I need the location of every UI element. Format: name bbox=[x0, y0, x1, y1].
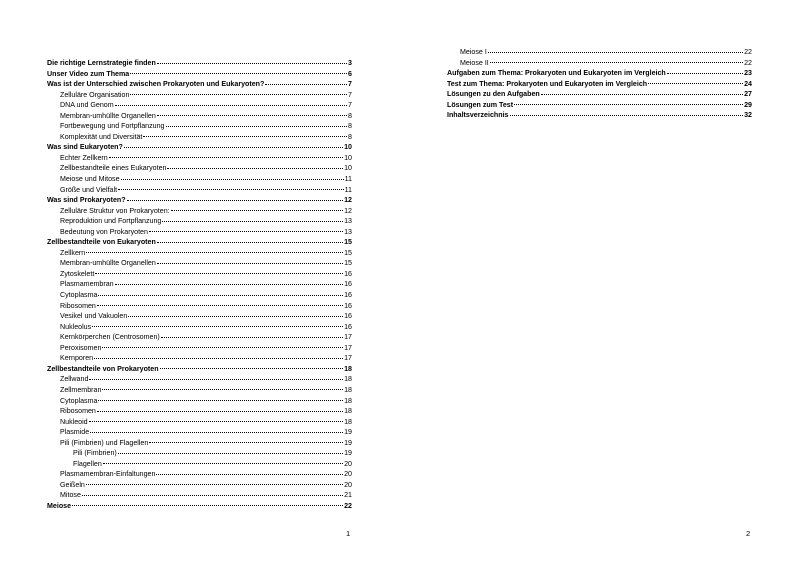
dot-leader bbox=[124, 147, 343, 148]
toc-entry-page: 13 bbox=[344, 227, 352, 236]
toc-entry-page: 10 bbox=[344, 164, 352, 173]
dot-leader bbox=[102, 389, 343, 390]
toc-entry-page: 23 bbox=[744, 69, 752, 78]
toc-entry[interactable] bbox=[47, 322, 352, 333]
dot-leader bbox=[514, 104, 743, 105]
toc-entry-page: 17 bbox=[344, 354, 352, 363]
toc-entry-title: Zellbestandteile eines Eukaryoten bbox=[60, 164, 167, 173]
toc-heading-entry[interactable] bbox=[47, 237, 352, 248]
toc-entry[interactable] bbox=[47, 469, 352, 480]
toc-entry-title: Plasmamembran bbox=[60, 280, 114, 289]
toc-entry-title: Meiose und Mitose bbox=[60, 175, 120, 184]
toc-entry-title: Plasmide bbox=[60, 428, 90, 437]
toc-entry[interactable] bbox=[447, 47, 752, 58]
dot-leader bbox=[109, 157, 343, 158]
toc-entry-page: 20 bbox=[344, 480, 352, 489]
toc-entry-page: 18 bbox=[344, 364, 352, 373]
toc-entry-title: Zelluläre Struktur von Prokaryoten: bbox=[60, 206, 170, 215]
toc-heading-entry[interactable] bbox=[47, 58, 352, 69]
toc-entry-title: Komplexität und Diversität bbox=[60, 132, 143, 141]
toc-entry-title: Meiose II bbox=[460, 58, 489, 67]
toc-entry-page: 17 bbox=[344, 343, 352, 352]
toc-entry-title: Plasmamembran-Einfaltungen bbox=[60, 470, 156, 479]
dot-leader bbox=[121, 179, 344, 180]
dot-leader bbox=[102, 347, 343, 348]
dot-leader bbox=[89, 379, 343, 380]
toc-entry-page: 12 bbox=[344, 206, 352, 215]
dot-leader bbox=[490, 62, 743, 63]
toc-entry-page: 22 bbox=[744, 58, 752, 67]
toc-heading-entry[interactable] bbox=[47, 69, 352, 80]
dot-leader bbox=[167, 168, 343, 169]
toc-entry-title: Fortbewegung und Fortpflanzung bbox=[60, 122, 165, 131]
toc-entry-page: 20 bbox=[344, 470, 352, 479]
table-of-contents bbox=[47, 58, 352, 512]
dot-leader bbox=[488, 52, 743, 53]
toc-entry[interactable] bbox=[47, 111, 352, 122]
toc-entry-page: 29 bbox=[744, 100, 752, 109]
toc-entry[interactable] bbox=[47, 480, 352, 491]
toc-entry[interactable] bbox=[47, 301, 352, 312]
toc-entry-page: 19 bbox=[344, 428, 352, 437]
toc-entry-page: 6 bbox=[348, 69, 352, 78]
toc-entry-page: 10 bbox=[344, 153, 352, 162]
toc-entry-title: Cytoplasma bbox=[60, 291, 98, 300]
toc-entry-page: 16 bbox=[344, 301, 352, 310]
toc-entry[interactable] bbox=[447, 58, 752, 69]
dot-leader bbox=[89, 421, 344, 422]
toc-entry-page: 17 bbox=[344, 333, 352, 342]
dot-leader bbox=[166, 126, 348, 127]
dot-leader bbox=[541, 94, 743, 95]
toc-entry[interactable] bbox=[47, 227, 352, 238]
toc-entry-page: 7 bbox=[348, 101, 352, 110]
toc-entry[interactable] bbox=[47, 343, 352, 354]
dot-leader bbox=[149, 231, 343, 232]
toc-entry-title: Unser Video zum Thema bbox=[47, 69, 130, 78]
dot-leader bbox=[94, 358, 343, 359]
toc-entry-title: Membran-umhüllte Organellen bbox=[60, 111, 156, 120]
toc-entry-title: Peroxisomen bbox=[60, 343, 102, 352]
toc-entry[interactable] bbox=[47, 290, 352, 301]
toc-entry-title: Kernkörperchen (Centrosomen) bbox=[60, 333, 160, 342]
dot-leader bbox=[95, 273, 343, 274]
toc-entry[interactable] bbox=[47, 417, 352, 428]
toc-entry-title: Flagellen bbox=[73, 459, 102, 468]
toc-entry[interactable] bbox=[47, 206, 352, 217]
toc-entry-page: 19 bbox=[344, 449, 352, 458]
dot-leader bbox=[149, 442, 343, 443]
toc-entry[interactable] bbox=[47, 406, 352, 417]
toc-entry-page: 24 bbox=[744, 79, 752, 88]
page-number: 1 bbox=[346, 529, 351, 538]
toc-entry[interactable] bbox=[47, 269, 352, 280]
dot-leader bbox=[115, 105, 347, 106]
toc-entry-page: 8 bbox=[348, 132, 352, 141]
toc-entry-page: 22 bbox=[344, 501, 352, 510]
toc-entry-page: 8 bbox=[348, 111, 352, 120]
toc-entry-title: Lösungen zu den Aufgaben bbox=[447, 90, 540, 99]
toc-entry[interactable] bbox=[47, 216, 352, 227]
toc-entry-title: Zellkern bbox=[60, 248, 86, 257]
toc-entry[interactable] bbox=[47, 279, 352, 290]
toc-entry-title: Was sind Eukaryoten? bbox=[47, 143, 123, 152]
toc-entry-page: 27 bbox=[744, 90, 752, 99]
toc-entry-page: 13 bbox=[344, 217, 352, 226]
toc-entry[interactable] bbox=[47, 90, 352, 101]
toc-entry[interactable] bbox=[47, 459, 352, 470]
toc-entry[interactable] bbox=[47, 353, 352, 364]
toc-entry-page: 19 bbox=[344, 438, 352, 447]
toc-entry-title: Zelluläre Organisation bbox=[60, 90, 130, 99]
dot-leader bbox=[103, 463, 343, 464]
dot-leader bbox=[161, 337, 343, 338]
dot-leader bbox=[86, 484, 343, 485]
toc-entry-page: 7 bbox=[348, 90, 352, 99]
dot-leader bbox=[127, 200, 344, 201]
toc-entry-title: Bedeutung von Prokaryoten bbox=[60, 227, 148, 236]
toc-entry-title: Zellmembran bbox=[60, 385, 102, 394]
dot-leader bbox=[130, 73, 347, 74]
toc-entry-title: Nukleolus bbox=[60, 322, 92, 331]
toc-heading-entry[interactable] bbox=[447, 89, 752, 100]
dot-leader bbox=[160, 368, 344, 369]
toc-heading-entry[interactable] bbox=[447, 110, 752, 121]
toc-entry-page: 18 bbox=[344, 375, 352, 384]
toc-entry-page: 18 bbox=[344, 407, 352, 416]
toc-entry-title: Zytoskelett bbox=[60, 269, 95, 278]
dot-leader bbox=[157, 242, 343, 243]
toc-entry-title: Inhaltsverzeichnis bbox=[447, 111, 509, 120]
toc-entry-page: 15 bbox=[344, 238, 352, 247]
document-page-2 bbox=[400, 0, 800, 565]
toc-entry-title: Was ist der Unterschied zwischen Prokaryoten und Eukaryoten? bbox=[47, 80, 265, 89]
toc-entry-title: Reproduktion und Fortpflanzung bbox=[60, 217, 162, 226]
toc-entry[interactable] bbox=[47, 311, 352, 322]
dot-leader bbox=[98, 400, 343, 401]
dot-leader bbox=[510, 115, 744, 116]
toc-entry-title: Cytoplasma bbox=[60, 396, 98, 405]
toc-heading-entry[interactable] bbox=[447, 79, 752, 90]
toc-entry[interactable] bbox=[47, 396, 352, 407]
toc-entry-page: 16 bbox=[344, 312, 352, 321]
toc-entry-title: Meiose bbox=[47, 501, 72, 510]
dot-leader bbox=[157, 63, 347, 64]
toc-heading-entry[interactable] bbox=[47, 501, 352, 512]
toc-entry-title: Die richtige Lernstrategie finden bbox=[47, 59, 156, 67]
toc-entry-title: Kernporen bbox=[60, 354, 94, 363]
toc-entry[interactable] bbox=[47, 185, 352, 196]
toc-entry-title: DNA und Genom bbox=[60, 101, 114, 110]
toc-heading-entry[interactable] bbox=[47, 364, 352, 375]
toc-entry[interactable] bbox=[47, 438, 352, 449]
dot-leader bbox=[171, 210, 344, 211]
toc-heading-entry[interactable] bbox=[47, 142, 352, 153]
toc-entry-page: 8 bbox=[348, 122, 352, 131]
page-number: 2 bbox=[746, 529, 751, 538]
toc-entry-page: 18 bbox=[344, 417, 352, 426]
toc-entry[interactable] bbox=[47, 174, 352, 185]
toc-entry-page: 15 bbox=[344, 248, 352, 257]
dot-leader bbox=[86, 252, 343, 253]
dot-leader bbox=[157, 115, 347, 116]
toc-entry[interactable] bbox=[47, 258, 352, 269]
toc-entry[interactable] bbox=[47, 100, 352, 111]
dot-leader bbox=[667, 73, 743, 74]
dot-leader bbox=[90, 432, 343, 433]
dot-leader bbox=[92, 326, 343, 327]
toc-entry-title: Pili (Fimbrien) bbox=[73, 449, 117, 458]
toc-entry-title: Geißeln bbox=[60, 480, 85, 489]
toc-entry-title: Was sind Prokaryoten? bbox=[47, 196, 126, 205]
toc-entry-title: Lösungen zum Test bbox=[447, 100, 514, 109]
toc-entry[interactable] bbox=[47, 121, 352, 132]
toc-heading-entry[interactable] bbox=[47, 79, 352, 90]
toc-entry[interactable] bbox=[47, 332, 352, 343]
toc-entry[interactable] bbox=[47, 163, 352, 174]
toc-entry-title: Membran-umhüllte Organellen bbox=[60, 259, 156, 268]
dot-leader bbox=[156, 474, 343, 475]
toc-entry[interactable] bbox=[47, 153, 352, 164]
toc-entry-title: Ribosomen bbox=[60, 407, 96, 416]
toc-entry-page: 3 bbox=[348, 59, 352, 67]
dot-leader bbox=[115, 284, 343, 285]
toc-entry[interactable] bbox=[47, 132, 352, 143]
toc-entry[interactable] bbox=[47, 374, 352, 385]
toc-entry-page: 16 bbox=[344, 269, 352, 278]
dot-leader bbox=[265, 84, 347, 85]
toc-entry-page: 18 bbox=[344, 385, 352, 394]
toc-entry[interactable] bbox=[47, 427, 352, 438]
toc-entry[interactable] bbox=[47, 385, 352, 396]
dot-leader bbox=[128, 316, 343, 317]
toc-entry-page: 15 bbox=[344, 259, 352, 268]
toc-entry-title: Meiose I bbox=[460, 48, 487, 56]
toc-entry-page: 20 bbox=[344, 459, 352, 468]
dot-leader bbox=[98, 295, 343, 296]
toc-entry[interactable] bbox=[47, 448, 352, 459]
dot-leader bbox=[82, 495, 343, 496]
toc-entry-title: Zellbestandteile von Prokaryoten bbox=[47, 364, 159, 373]
toc-entry[interactable] bbox=[47, 248, 352, 259]
dot-leader bbox=[97, 305, 343, 306]
toc-entry-page: 11 bbox=[344, 185, 352, 194]
toc-entry-title: Mitose bbox=[60, 491, 81, 500]
toc-entry-title: Zellwand bbox=[60, 375, 89, 384]
toc-entry-page: 12 bbox=[344, 196, 352, 205]
toc-entry-page: 32 bbox=[744, 111, 752, 120]
dot-leader bbox=[143, 136, 347, 137]
toc-entry-page: 16 bbox=[344, 280, 352, 289]
dot-leader bbox=[162, 221, 343, 222]
dot-leader bbox=[97, 411, 343, 412]
toc-heading-entry[interactable] bbox=[447, 100, 752, 111]
toc-entry[interactable] bbox=[47, 490, 352, 501]
toc-entry-title: Vesikel und Vakuolen bbox=[60, 312, 128, 321]
toc-entry-title: Echter Zellkern bbox=[60, 153, 108, 162]
dot-leader bbox=[118, 189, 344, 190]
toc-heading-entry[interactable] bbox=[47, 195, 352, 206]
toc-entry-page: 16 bbox=[344, 291, 352, 300]
toc-entry-page: 18 bbox=[344, 396, 352, 405]
toc-entry-page: 22 bbox=[744, 48, 752, 56]
toc-entry-title: Ribosomen bbox=[60, 301, 96, 310]
toc-entry-title: Zellbestandteile von Eukaryoten bbox=[47, 238, 156, 247]
toc-entry-page: 11 bbox=[344, 175, 352, 184]
toc-heading-entry[interactable] bbox=[447, 68, 752, 79]
dot-leader bbox=[118, 453, 343, 454]
toc-entry-title: Aufgaben zum Thema: Prokaryoten und Eukaryoten im Vergleich bbox=[447, 69, 666, 78]
toc-entry-title: Test zum Thema: Prokaryoten und Eukaryoten im Vergleich bbox=[447, 79, 648, 88]
dot-leader bbox=[130, 94, 347, 95]
toc-entry-title: Pili (Fimbrien) und Flagellen bbox=[60, 438, 149, 447]
toc-entry-page: 16 bbox=[344, 322, 352, 331]
toc-entry-title: Größe und Vielfalt bbox=[60, 185, 118, 194]
toc-entry-page: 10 bbox=[344, 143, 352, 152]
toc-entry-page: 21 bbox=[344, 491, 352, 500]
table-of-contents bbox=[447, 47, 752, 121]
dot-leader bbox=[648, 83, 743, 84]
dot-leader bbox=[157, 263, 343, 264]
dot-leader bbox=[72, 505, 343, 506]
toc-entry-title: Nukleoid bbox=[60, 417, 88, 426]
toc-entry-page: 7 bbox=[348, 80, 352, 89]
